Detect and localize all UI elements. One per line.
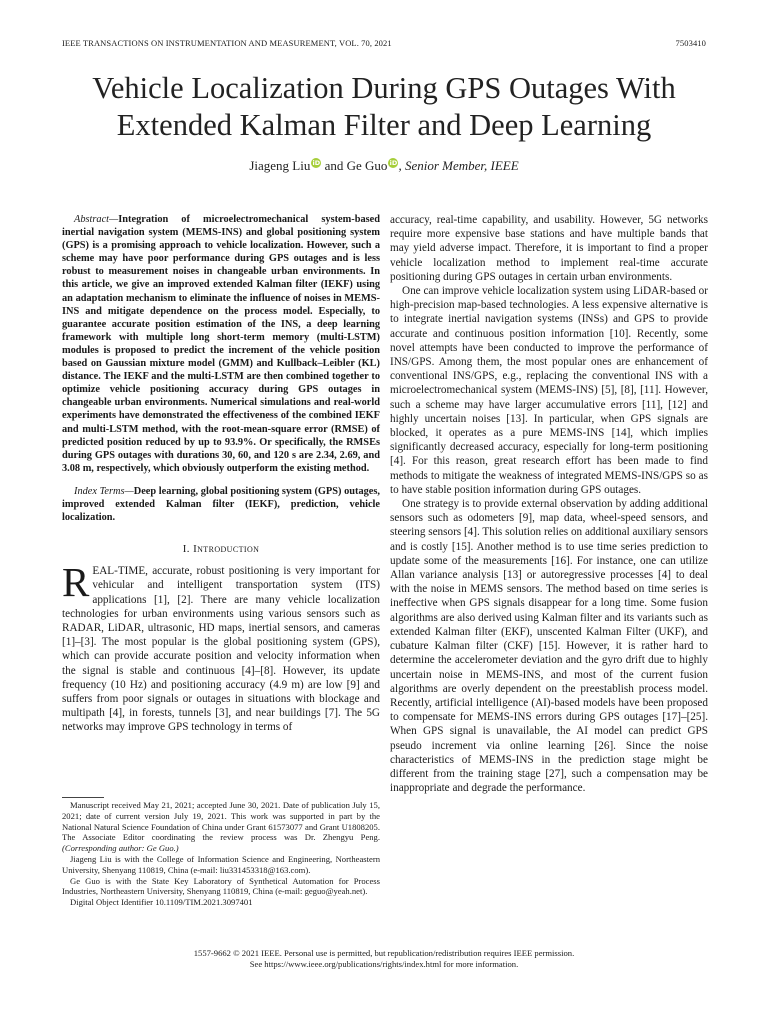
footnote-affiliation: Jiageng Liu is with the College of Information Science and Engineering, Northeastern University, Shenyang 110819, China (e-mail: liu331453318@163.com).	[62, 853, 380, 875]
author-line	[40, 158, 728, 174]
author-name: Jiageng Liu	[249, 158, 311, 173]
index-terms-label: Index Terms—	[74, 485, 134, 497]
index-terms	[62, 485, 380, 524]
paper-title: Vehicle Localization During GPS Outages With Extended Kalman Filter and Deep Learning	[92, 71, 676, 142]
copyright-link[interactable]: See https://www.ieee.org/publications/rights/index.html for more information.	[249, 959, 519, 969]
abstract	[62, 213, 380, 475]
left-column	[62, 213, 380, 735]
corresponding-author: (Corresponding author: Ge Guo.)	[62, 843, 179, 854]
body-paragraph: accuracy, real-time capability, and usability. However, 5G networks require more expensive base stations and have multiple bands that may yield adverse impact. Therefore, it is important to find a proper vehicle localization method to implement real-time accurate positioning during GPS outages in certain urban environments.	[390, 214, 708, 283]
copyright-notice	[62, 948, 706, 970]
intro-paragraph	[62, 559, 380, 734]
section-title: Introduction	[193, 543, 260, 556]
footnotes	[62, 800, 380, 908]
index-terms-text: Deep learning, global positioning system (GPS) outages, improved extended Kalman filter (IEKF), prediction, vehicle localization.	[62, 485, 381, 524]
section-heading	[62, 543, 380, 556]
journal-header: IEEE TRANSACTIONS ON INSTRUMENTATION AND MEASUREMENT, VOL. 70, 2021	[62, 38, 392, 48]
copyright-line: 1557-9662 © 2021 IEEE. Personal use is permitted, but republication/redistribution requires IEEE permission.	[193, 948, 575, 958]
abstract-label: Abstract—	[74, 214, 119, 225]
footnote-divider	[62, 797, 104, 798]
footnote-doi[interactable]: Digital Object Identifier 10.1109/TIM.2021.3097401	[70, 897, 253, 908]
orcid-icon[interactable]: iD	[389, 159, 398, 167]
drop-cap: R	[62, 559, 90, 606]
footnote-affiliation: Ge Guo is with the State Key Laboratory of Synthetical Automation for Process Industries, Northeastern University, Shenyang 110819, China (e-mail: geguo@yeah.net).	[62, 875, 380, 897]
author-affiliation: , Senior Member, IEEE	[398, 158, 519, 173]
author-name: Ge Guo	[346, 158, 388, 173]
right-column	[390, 213, 708, 795]
section-numeral: I.	[182, 543, 194, 556]
author-connector: and	[324, 158, 344, 173]
article-number: 7503410	[675, 38, 706, 48]
abstract-text: Integration of microelectromechanical system-based inertial navigation system (MEMS-INS) and global positioning system (GPS) is a promising approach to vehicle localization. However, such a scheme may have poor performance during GPS outages and is less robust to measurement noises in changeable urban environments. In this article, we give an improved extended Kalman filter (IEKF) using an adaptation mechanism to eliminate the influence of noises in MEMS-INS and mitigate dependence on the process model. Especially, to guarantee accurate position estimation of the INS, a deep learning framework with multiple long short-term memory (multi-LSTM) modules is proposed to predict the increment of the vehicle position based on Gaussian mixture model (GMM) and Kullback–Leibler (KL) distance. The IEKF and the multi-LSTM are then combined together to optimize vehicle positioning accuracy during GPS outages in changeable urban environments. Numerical simulations and real-world experiments have demonstrated the effectiveness of the combined IEKF and multi-LSTM method, with the root-mean-square error (RMSE) of predicted position reduced by up to 93.9%. Or specifically, the RMSEs during GPS outages with durations 30, 60, and 120 s are 2.34, 2.69, and 3.08 m, respectively, which obviously outperform the existing method.	[62, 214, 380, 474]
body-paragraph: One can improve vehicle localization system using LiDAR-based or high-precision map-based technologies. A less expensive alternative is to integrate inertial navigation systems (INSs) and GPS to provide accurate and continuous position information [10]. Recently, some novel attempts have been conducted to improve the performance of INS/GPS. Among them, the most popular ones are enhancement of conventional INS/GPS, e.g., replacing the conventional INS with a microelectromechanical system (MEMS-INS) [5], [8], [11]. However, such a scheme may have larger accumulative errors [11], [12] and highly uncertain noises [13]. In particular, when GPS signals are blocked, it operates as a pure MEMS-INS [14], which implies significantly decreased accuracy, especially for long-term positioning [4]. For this reason, great research effort has been made to find methods to mitigate the weakness of integrated MEMS-INS/GPS so as to have stable position information during GPS outages.	[390, 285, 708, 496]
intro-text: EAL-TIME, accurate, robust positioning is very important for vehicular and intelligent transportation system (ITS) applications [1], [2]. There are many vehicle localization technologies for urban environments using various sensors such as RADAR, LiDAR, ultrasonic, HD maps, inertial sensors, and cameras [1]–[3]. The most popular is the global positioning system (GPS), which can provide accurate position and velocity information when the signal is stable and continuous [4]–[8]. However, its update frequency (10 Hz) and positioning accuracy (4.9 m) are low [9] and suffers from poor signals or outages in situations with blockage and multipath [4], in forests, tunnels [3], and near buildings [7]. The 5G networks may improve GPS technology in terms of	[62, 565, 380, 734]
footnote-received: Manuscript received May 21, 2021; accepted June 30, 2021. Date of publication July 15, 2021; date of current version July 19, 2021. This work was supported in part by the National Natural Science Foundation of China under Grant 61573077 and Grant U1808205. The Associate Editor coordinating the review process was Dr. Zhengyu Peng. (Corresponding author: Ge Guo.)	[62, 800, 380, 854]
orcid-icon[interactable]: iD	[312, 159, 321, 167]
body-paragraph: One strategy is to provide external observation by adding additional sensors such as odometers [9], map data, wheel-speed sensors, and steering sensors [4]. This solution relies on additional auxiliary sensors and is costly [15]. Another method is to use time series prediction to update some of the measurements [16]. For instance, one can utilize Allan variance analysis [13] or autoregressive processes [4] to deal with the noise in MEMS sensors. The method based on time series is ineffective when GPS signals disappear for a long time. Some fusion algorithms are also derived using Kalman filter and its variants such as extended Kalman filter (EKF), unscented Kalman Filter (UKF), and cubature Kalman filter (CKF) [15]. However, it is rather hard to determine the accelerometer deviation and the gyro drift due to highly uncertain noise in MEMS-INS, and most of the current fusion algorithms are overly dependent on the preestablish process model. Recently, artificial intelligence (AI)-based models have been proposed to compensate for MEMS-INS errors during GPS outages [17]–[25]. When GPS signal is unavailable, the AI model can predict GPS pseudo increment via online learning [26]. Since the noise characteristics of MEMS-INS in the prediction stage might be different from the training stage [27], such a compensation may be inappropriate and degrade the performance.	[390, 498, 708, 795]
